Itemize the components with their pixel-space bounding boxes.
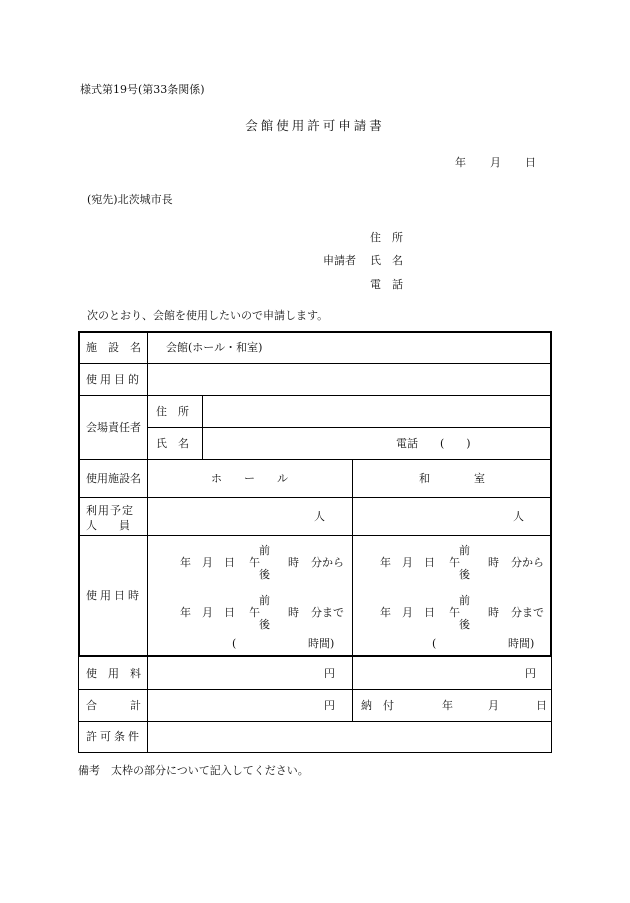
hall-start-from: 分から (311, 556, 344, 569)
washitsu-start-gozen: 午 (449, 556, 460, 569)
washitsu-start-ymd: 年 月 日 (380, 556, 435, 569)
washitsu-start-ushiro: 後 (459, 568, 470, 581)
hall-start-mae: 前 (259, 544, 270, 557)
washitsu-hours-open: ( (432, 637, 437, 650)
washitsu-end-ji: 時 (488, 606, 499, 619)
manager-address-field[interactable] (205, 397, 548, 425)
applicant-address-label: 住 所 (370, 231, 403, 244)
payment-day: 日 (536, 698, 547, 712)
hall-people-unit: 人 (314, 509, 325, 523)
intro-text: 次のとおり、会館を使用したいので申請します。 (87, 309, 329, 322)
purpose-label: 使用目的 (86, 372, 142, 386)
col-divider (352, 459, 353, 721)
total-yen: 円 (324, 698, 335, 712)
room-label: 使用施設名 (86, 471, 141, 485)
hall-start-ji: 時 (288, 556, 299, 569)
hall-end-mae: 前 (259, 594, 270, 607)
payment-month: 月 (488, 698, 499, 712)
people-label-line1: 利用予定 (86, 504, 134, 517)
facility-value: 会館(ホール・和室) (166, 340, 263, 354)
washitsu-start-from: 分から (511, 556, 544, 569)
hall-start-gozen: 午 (249, 556, 260, 569)
hall-start-ymd: 年 月 日 (180, 556, 235, 569)
applicant-name-label: 氏 名 (370, 254, 403, 267)
row-divider (78, 535, 552, 536)
col-divider (78, 331, 79, 752)
washitsu-end-until: 分まで (511, 606, 544, 619)
conditions-label: 許可条件 (86, 730, 142, 743)
hall-end-ymd: 年 月 日 (180, 606, 235, 619)
hall-end-gozen: 午 (249, 606, 260, 619)
payment-year: 年 (442, 698, 453, 712)
date-day-label: 日 (525, 156, 536, 169)
payment-label: 納 付 (361, 698, 394, 712)
row-divider (78, 689, 552, 690)
room-hall-label: ホ ー ル (211, 471, 288, 485)
hall-end-ushiro: 後 (259, 618, 270, 631)
washitsu-fee-yen: 円 (525, 666, 536, 680)
washitsu-end-mae: 前 (459, 594, 470, 607)
hall-start-ushiro: 後 (259, 568, 270, 581)
datetime-label: 使用日時 (86, 588, 142, 602)
hall-hours-open: ( (232, 637, 237, 650)
hall-end-until: 分まで (311, 606, 344, 619)
washitsu-start-mae: 前 (459, 544, 470, 557)
col-divider (147, 331, 148, 752)
addressee: (宛先)北茨城市長 (87, 193, 173, 206)
row-divider (78, 721, 552, 722)
date-year-label: 年 (455, 156, 466, 169)
col-divider (202, 395, 203, 459)
washitsu-people-unit: 人 (513, 509, 524, 523)
manager-address-label: 住 所 (156, 404, 189, 418)
applicant-role-label: 申請者 (323, 254, 356, 267)
row-divider (147, 427, 552, 428)
form-title: 会館使用許可申請書 (245, 118, 385, 133)
row-divider (78, 752, 552, 753)
washitsu-start-ji: 時 (488, 556, 499, 569)
date-month-label: 月 (490, 156, 501, 169)
application-table (78, 331, 552, 753)
fee-label: 使 用 料 (86, 666, 141, 680)
note-text: 備考 太枠の部分について記入してください。 (78, 764, 309, 777)
washitsu-end-gozen: 午 (449, 606, 460, 619)
row-divider (78, 363, 552, 364)
facility-label: 施 設 名 (86, 340, 141, 354)
row-divider (78, 395, 552, 396)
col-divider (551, 331, 552, 752)
purpose-field[interactable] (150, 365, 548, 393)
hall-hours: 時間) (308, 637, 335, 650)
applicant-phone-label: 電 話 (370, 278, 403, 291)
washitsu-end-ymd: 年 月 日 (380, 606, 435, 619)
hall-fee-yen: 円 (324, 666, 335, 680)
washitsu-end-ushiro: 後 (459, 618, 470, 631)
manager-label: 会場責任者 (86, 420, 141, 434)
total-label: 合 計 (86, 698, 141, 712)
hall-end-ji: 時 (288, 606, 299, 619)
people-label-line2: 人 員 (86, 519, 130, 532)
form-number: 様式第19号(第33条関係) (80, 83, 205, 96)
washitsu-hours: 時間) (508, 637, 535, 650)
manager-phone-label: 電話 ( ) (396, 436, 471, 450)
manager-name-label: 氏 名 (156, 436, 189, 450)
room-washitsu-label: 和 室 (419, 471, 485, 485)
